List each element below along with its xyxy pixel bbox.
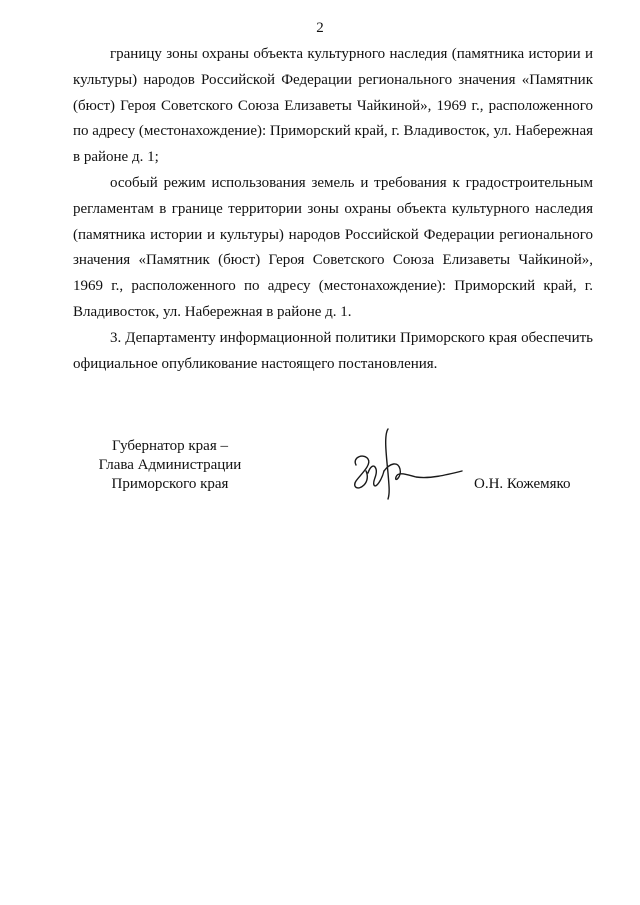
paragraph-zone-boundary: границу зоны охраны объекта культурного наследия (памятника истории и культуры) народов Российской Федерации регионального значения «Памятник (бюст) Героя Советского Союза Елизаветы Чайкиной», 1969 г., расположенного по адресу (местонахождение): Приморский край, г. Владивосток, ул. Набережная в районе д. 1; — [73, 46, 593, 166]
signature-stroke — [384, 464, 462, 480]
paragraph-land-use-regime: особый режим использования земель и требования к градостроительным регламентам в границе территории зоны охраны объекта культурного наследия (памятника истории и культуры) народов Российской Федерации регионального значения «Памятник (бюст) Героя Советского Союза Елизаветы Чайкиной», 1969 г., расположенного по адресу (местонахождение): Приморский край, г. Владивосток, ул. Набережная в районе д. 1. — [73, 174, 593, 320]
document-body — [73, 42, 593, 377]
signatory-title — [60, 437, 280, 494]
page-number: 2 — [316, 20, 324, 36]
signatory-title-line: Глава Администрации — [98, 457, 242, 473]
signer-name: О.Н. Кожемяко — [474, 476, 571, 492]
handwritten-signature — [338, 425, 468, 505]
paragraph-publication-order: 3. Департаменту информационной политики Приморского края обеспечить официальное опубликование настоящего постановления. — [73, 329, 593, 372]
signatory-title-line: Приморского края — [111, 476, 229, 492]
signature-stroke — [386, 429, 389, 499]
signature-stroke — [368, 466, 384, 486]
signatory-title-line: Губернатор края – — [112, 438, 228, 454]
signature-stroke — [355, 456, 369, 488]
